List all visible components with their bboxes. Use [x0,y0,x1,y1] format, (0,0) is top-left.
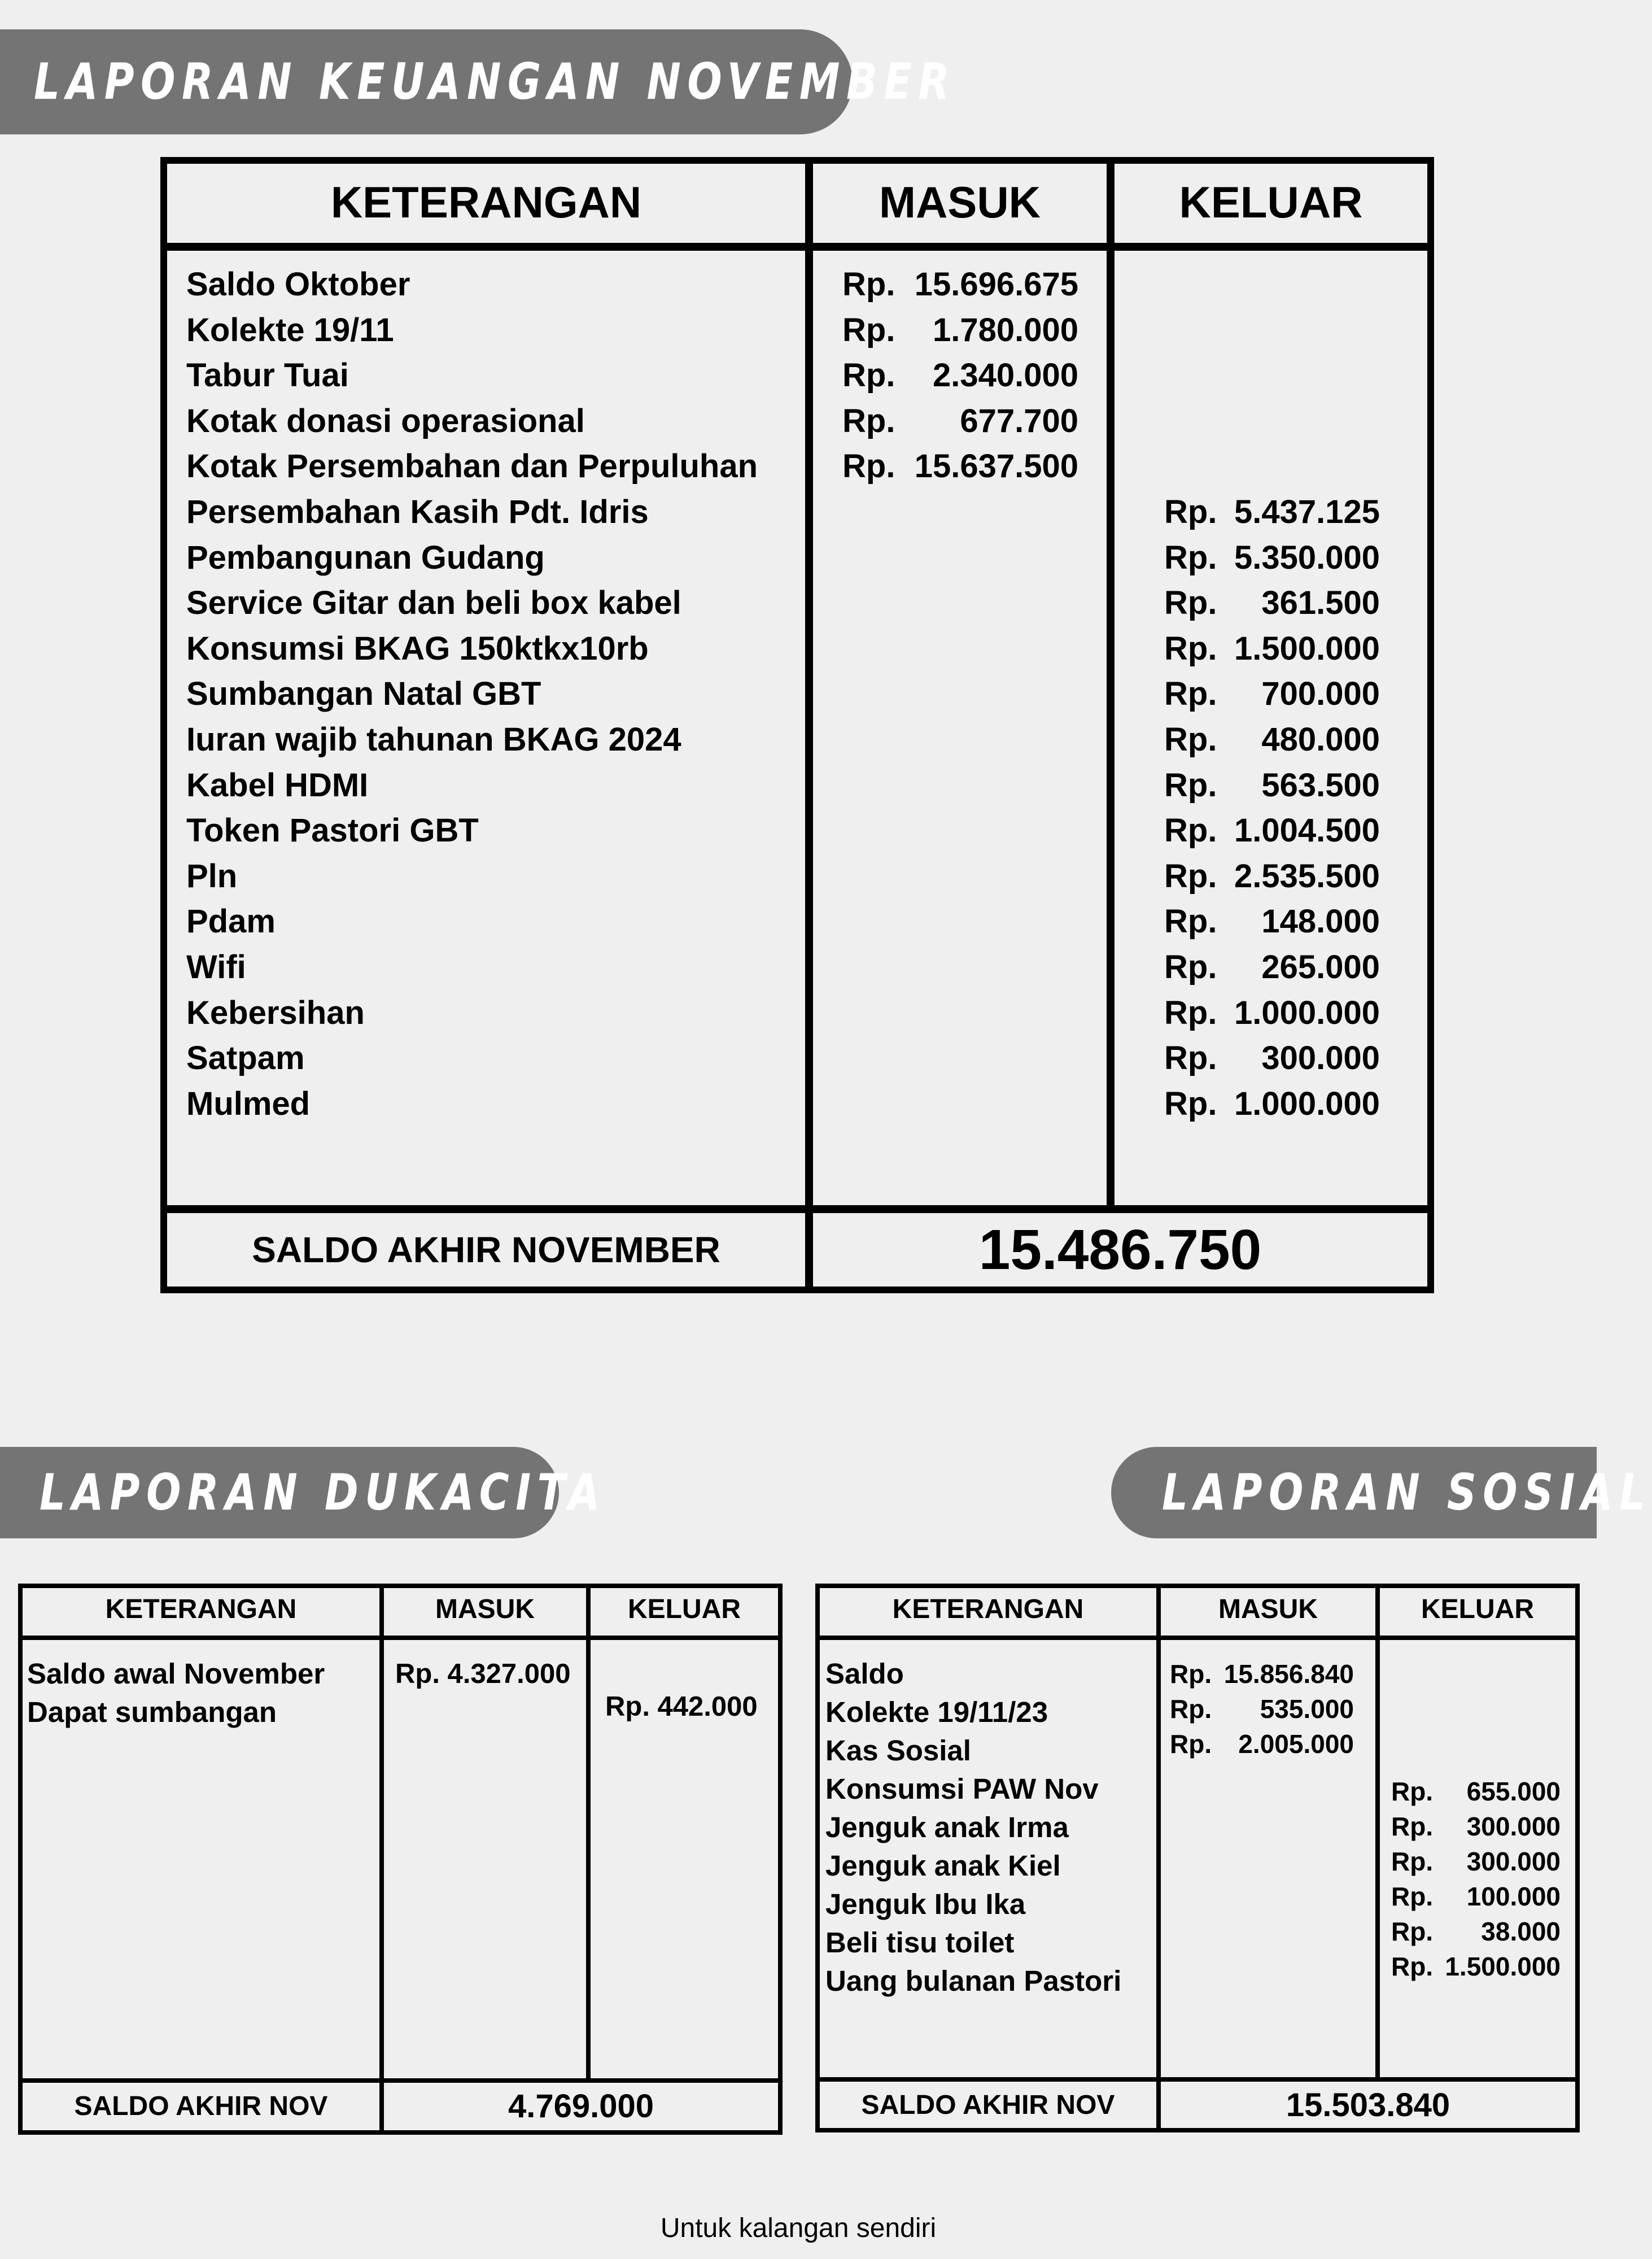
amount-value: 15.856.840 [1223,1659,1354,1689]
sosial-row-desc: Uang bulanan Pastori [825,1965,1122,1997]
row-keluar-amount [1164,626,1380,671]
table-row [0,399,1597,444]
amount-value: 5.437.125 [1234,494,1380,530]
table-row [0,671,1597,717]
currency-label: Rp. [1164,766,1217,804]
row-keluar-amount [1164,854,1380,899]
duka-total-label: SALDO AKHIR NOV [74,2091,328,2121]
column-divider [1375,1584,1380,2081]
duka-header-masuk: MASUK [435,1594,535,1624]
dukacita-title: LAPORAN DUKACITA [40,1463,606,1521]
duka-in-value: Rp. 4.327.000 [395,1659,571,1689]
sosial-total-label: SALDO AKHIR NOV [861,2090,1115,2120]
table-divider [18,2078,783,2083]
amount-value: 300.000 [1466,1847,1561,1876]
report-title: LAPORAN KEUANGAN NOVEMBER [34,53,956,111]
currency-label: Rp. [1170,1694,1212,1724]
table-row [0,1081,1597,1127]
row-description: Pembangunan Gudang [186,539,545,576]
row-masuk-amount [842,399,1078,444]
row-keluar-amount [1164,763,1380,808]
row-description: Pdam [186,903,276,940]
row-keluar-amount [1164,535,1380,581]
table-row [0,1036,1597,1081]
row-masuk-amount [842,262,1078,307]
amount-value: 2.535.500 [1234,857,1380,895]
row-keluar-amount [1164,945,1380,990]
amount-value: 100.000 [1466,1882,1561,1911]
report-title-banner [0,29,956,134]
currency-label: Rp. [1164,630,1217,667]
row-masuk-amount [842,308,1078,353]
column-divider [379,1584,384,2135]
row-description: Iuran wajib tahunan BKAG 2024 [186,721,681,758]
currency-label: Rp. [1164,857,1217,895]
amount-value: 1.500.000 [1234,630,1380,667]
table-row [0,854,1597,900]
header-keterangan: KETERANGAN [330,177,642,227]
sosial-row-desc: Jenguk anak Kiel [825,1850,1061,1882]
amount-value: 535.000 [1260,1694,1354,1724]
amount-value: 2.005.000 [1238,1729,1354,1759]
amount-value: 677.700 [960,402,1078,439]
row-description: Kotak Persembahan dan Perpuluhan [186,448,758,485]
table-row [0,262,1597,308]
table-row [0,991,1597,1036]
currency-label: Rp. [1164,675,1217,713]
sosial-row-desc: Konsumsi PAW Nov [825,1773,1099,1805]
table-divider [815,2077,1580,2082]
row-keluar-amount [1164,1081,1380,1127]
currency-label: Rp. [1164,949,1217,985]
dukacita-title-banner [0,1447,606,1538]
duka-row-desc: Saldo awal November [27,1658,325,1690]
amount-value: 1.780.000 [932,311,1078,348]
row-description: Wifi [186,949,246,985]
currency-label: Rp. [1164,812,1217,849]
row-keluar-amount [1164,991,1380,1036]
duka-out-value: Rp. 442.000 [605,1691,758,1722]
sosial-row-desc: Beli tisu toilet [825,1926,1015,1959]
sosial-header-keterangan: KETERANGAN [892,1594,1084,1624]
currency-label: Rp. [1391,1847,1434,1876]
table-row [0,899,1597,945]
currency-label: Rp. [842,311,895,348]
currency-label: Rp. [842,448,895,485]
total-label: SALDO AKHIR NOVEMBER [252,1229,720,1270]
finance-rows [0,262,1597,1132]
sosial-row-desc: Jenguk anak Irma [825,1811,1069,1843]
amount-value: 15.696.675 [914,266,1078,303]
duka-row-desc: Dapat sumbangan [27,1696,277,1728]
row-description: Kabel HDMI [186,766,369,804]
table-divider [160,1205,1434,1213]
row-description: Kebersihan [186,994,365,1031]
row-description: Kotak donasi operasional [186,402,585,439]
amount-value: 265.000 [1261,949,1380,985]
row-description: Kolekte 19/11 [186,311,394,348]
sosial-row-desc: Saldo [825,1658,904,1690]
row-description: Tabur Tuai [186,357,349,394]
currency-label: Rp. [1391,1882,1434,1911]
currency-label: Rp. [1391,1952,1434,1981]
table-row [0,308,1597,354]
sosial-row-desc: Kolekte 19/11/23 [825,1696,1048,1728]
currency-label: Rp. [1164,903,1217,940]
table-row [0,763,1597,809]
currency-label: Rp. [1164,585,1217,622]
amount-value: 15.637.500 [914,448,1078,485]
table-row [0,808,1597,854]
currency-label: Rp. [1164,1040,1217,1077]
currency-label: Rp. [1170,1729,1212,1759]
duka-total-value: 4.769.000 [508,2088,654,2125]
amount-value: 300.000 [1261,1040,1380,1077]
amount-value: 563.500 [1261,766,1380,804]
currency-label: Rp. [842,266,895,303]
total-value: 15.486.750 [978,1218,1262,1281]
table-row [0,581,1597,626]
amount-value: 1.004.500 [1234,812,1380,849]
amount-value: 655.000 [1466,1777,1561,1806]
row-description: Sumbangan Natal GBT [186,675,541,713]
amount-value: 361.500 [1261,585,1380,622]
amount-value: 148.000 [1261,903,1380,940]
column-divider [1156,1584,1161,2132]
row-description: Mulmed [186,1085,311,1122]
sosial-total-value: 15.503.840 [1286,2087,1450,2123]
currency-label: Rp. [1164,721,1217,758]
table-row [0,945,1597,991]
row-description: Token Pastori GBT [186,812,479,849]
row-description: Service Gitar dan beli box kabel [186,585,681,622]
header-keluar: KELUAR [1179,177,1363,227]
amount-value: 480.000 [1261,721,1380,758]
row-description: Saldo Oktober [186,266,410,303]
row-keluar-amount [1164,671,1380,717]
amount-value: 300.000 [1466,1812,1561,1841]
amount-value: 5.350.000 [1234,539,1380,576]
currency-label: Rp. [842,402,895,439]
amount-value: 700.000 [1261,675,1380,713]
column-divider [586,1584,591,2083]
table-row [0,490,1597,535]
row-description: Satpam [186,1040,305,1077]
table-divider [815,1636,1580,1640]
currency-label: Rp. [1391,1777,1434,1806]
row-description: Pln [186,857,238,895]
amount-value: 38.000 [1481,1917,1561,1946]
currency-label: Rp. [1391,1812,1434,1841]
sosial-title-banner [1111,1447,1652,1538]
currency-label: Rp. [1164,994,1217,1031]
currency-label: Rp. [842,357,895,394]
sosial-header-keluar: KELUAR [1421,1594,1534,1624]
row-keluar-amount [1164,717,1380,762]
table-row [0,444,1597,490]
row-keluar-amount [1164,1036,1380,1081]
row-masuk-amount [842,353,1078,398]
table-row [0,535,1597,581]
amount-value: 1.000.000 [1234,994,1380,1031]
currency-label: Rp. [1164,539,1217,576]
table-row [0,626,1597,672]
sosial-row-desc: Kas Sosial [825,1734,971,1767]
duka-header-keluar: KELUAR [628,1594,741,1624]
row-keluar-amount [1164,899,1380,944]
amount-value: 2.340.000 [932,357,1078,394]
row-description: Persembahan Kasih Pdt. Idris [186,494,649,530]
footer-note: Untuk kalangan sendiri [660,2213,937,2243]
sosial-title: LAPORAN SOSIAL [1162,1463,1652,1521]
table-divider [18,1636,783,1640]
currency-label: Rp. [1164,494,1217,530]
row-keluar-amount [1164,808,1380,853]
sosial-row-desc: Jenguk Ibu Ika [825,1888,1026,1920]
table-divider [160,243,1434,251]
table-row [0,353,1597,399]
sosial-header-masuk: MASUK [1218,1594,1318,1624]
duka-header-keterangan: KETERANGAN [105,1594,297,1624]
row-description: Konsumsi BKAG 150ktkx10rb [186,630,649,667]
row-masuk-amount [842,444,1078,489]
amount-value: 1.500.000 [1445,1952,1561,1981]
sosial-table [815,1584,1580,2132]
amount-value: 1.000.000 [1234,1085,1380,1122]
table-row [0,717,1597,763]
header-masuk: MASUK [879,177,1041,227]
currency-label: Rp. [1391,1917,1434,1946]
row-keluar-amount [1164,581,1380,626]
currency-label: Rp. [1164,1085,1217,1122]
row-keluar-amount [1164,490,1380,535]
currency-label: Rp. [1170,1659,1212,1689]
